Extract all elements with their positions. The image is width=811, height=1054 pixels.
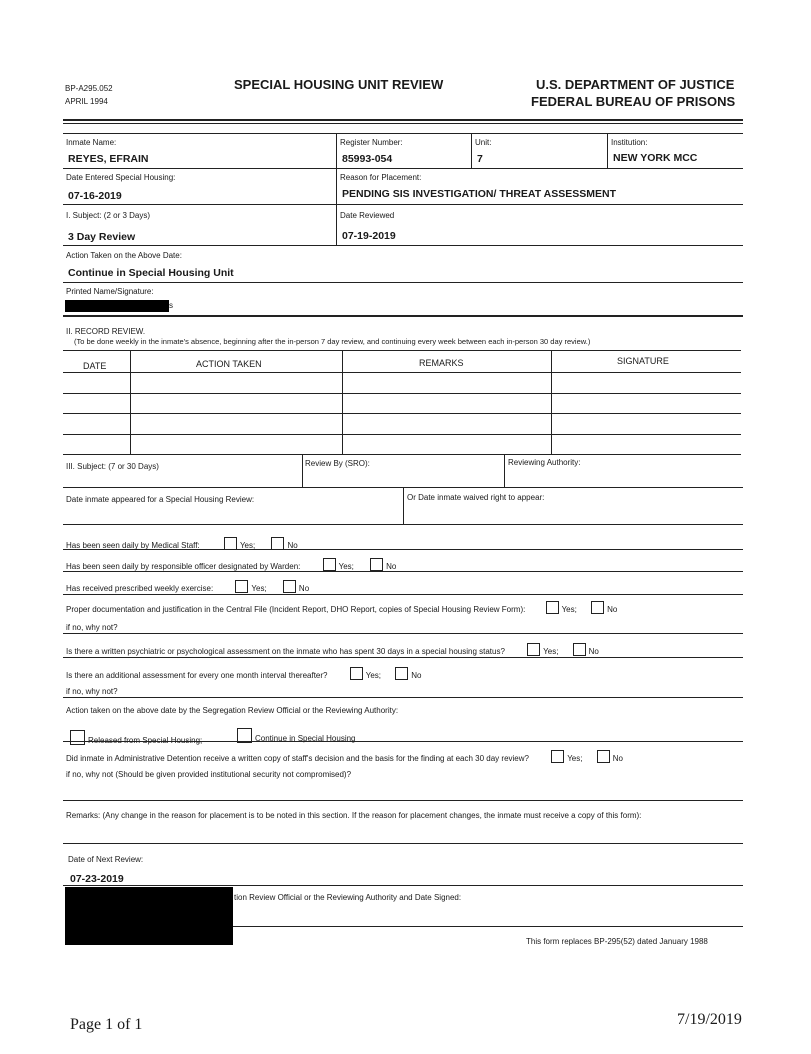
form-title: SPECIAL HOUSING UNIT REVIEW	[234, 77, 444, 92]
form-number: BP-A295.052	[65, 84, 113, 93]
divider	[233, 926, 743, 927]
record-review-instructions: (To be done weekly in the inmate's absence, beginning after the in-person 7 day review, and continuing every week between each in-person 30 day review.)	[74, 337, 591, 346]
date-reviewed-label: Date Reviewed	[340, 211, 395, 220]
remarks-label: Remarks: (Any change in the reason for placement is to be noted in this section. If the reason for placement changes, the inmate must receive a copy of this form):	[66, 811, 642, 820]
institution-label: Institution:	[611, 138, 648, 147]
divider	[63, 571, 743, 572]
divider	[471, 133, 472, 168]
institution: NEW YORK MCC	[613, 152, 698, 164]
redaction-box	[65, 887, 233, 945]
written-copy-why-label: if no, why not (Should be given provided institutional security not compromised)?	[66, 770, 352, 779]
date-entered: 07-16-2019	[68, 190, 122, 202]
subject-value: 3 Day Review	[68, 231, 136, 243]
divider	[63, 168, 743, 169]
divider	[63, 594, 743, 595]
column-header-date: DATE	[83, 361, 107, 371]
question-documentation: Proper documentation and justification in the Central File (Incident Report, DHO Report, copies of Special Housing Review Form): Yes; No	[66, 601, 617, 614]
record-review-table	[63, 350, 741, 454]
subject-label: I. Subject: (2 or 3 Days)	[66, 211, 151, 220]
continue-option[interactable]: Continue in Special Housing	[237, 728, 356, 743]
signature-tail: s	[169, 301, 173, 310]
action-taken-label: Action Taken on the Above Date:	[66, 251, 182, 260]
divider	[63, 657, 743, 658]
form-date: APRIL 1994	[65, 97, 108, 106]
divider	[63, 549, 743, 550]
section3-subject-label: III. Subject: (7 or 30 Days)	[66, 462, 159, 471]
additional-why-label: if no, why not?	[66, 687, 118, 696]
divider	[63, 133, 743, 134]
record-review-heading: II. RECORD REVIEW.	[66, 327, 146, 336]
released-option[interactable]: Released from Special Housing;	[70, 730, 202, 745]
unit-label: Unit:	[475, 138, 492, 147]
section-rule	[63, 315, 743, 317]
documentation-why-label: if no, why not?	[66, 623, 118, 632]
date-entered-label: Date Entered Special Housing:	[66, 173, 176, 182]
checkbox-no[interactable]: No	[591, 605, 617, 614]
reviewing-authority-label: Reviewing Authority:	[508, 458, 581, 467]
next-review-label: Date of Next Review:	[68, 855, 144, 864]
unit: 7	[477, 153, 483, 165]
action-above-date-label: Action taken on the above date by the Segregation Review Official or the Reviewing Authority:	[66, 706, 399, 715]
question-psych: Is there a written psychiatric or psychological assessment on the inmate who has spent 30 days in a special housing status? Yes; No	[66, 643, 599, 656]
printed-name-label: Printed Name/Signature:	[66, 287, 154, 296]
agency-line-2: FEDERAL BUREAU OF PRISONS	[531, 94, 736, 109]
checkbox-no[interactable]: No	[283, 584, 309, 593]
divider	[63, 885, 743, 886]
divider	[63, 245, 743, 246]
checkbox-yes[interactable]: Yes;	[350, 671, 381, 680]
register-label: Register Number:	[340, 138, 403, 147]
divider	[63, 800, 743, 801]
checkbox-yes[interactable]: Yes;	[224, 541, 255, 550]
checkbox-no[interactable]: No	[395, 671, 421, 680]
question-additional: Is there an additional assessment for every one month interval thereafter? Yes; No	[66, 667, 421, 680]
date-waived-label: Or Date inmate waived right to appear:	[407, 493, 545, 502]
divider	[504, 454, 505, 487]
checkbox-yes[interactable]: Yes;	[527, 647, 558, 656]
inmate-name: REYES, EFRAIN	[68, 153, 149, 165]
reason-label: Reason for Placement:	[340, 173, 422, 182]
redaction-box	[65, 300, 169, 312]
divider	[63, 697, 743, 698]
divider	[336, 133, 337, 245]
checkbox-yes[interactable]: Yes;	[546, 605, 577, 614]
header-rule-thin	[63, 123, 743, 124]
action-taken: Continue in Special Housing Unit	[68, 267, 234, 279]
question-written-copy: Did inmate in Administrative Detention receive a written copy of staff's decision and the basis for the finding at each 30 day review? Yes; No	[66, 750, 623, 763]
register-number: 85993-054	[342, 153, 393, 165]
divider	[403, 487, 404, 524]
page-date: 7/19/2019	[677, 1011, 742, 1028]
divider	[302, 454, 303, 487]
divider	[63, 741, 743, 742]
date-reviewed: 07-19-2019	[342, 230, 396, 242]
header-rule	[63, 119, 743, 121]
review-by-label: Review By (SRO):	[305, 459, 370, 468]
page-number: Page 1 of 1	[70, 1016, 143, 1033]
column-header-action: ACTION TAKEN	[196, 359, 262, 369]
divider	[607, 133, 608, 168]
next-review-date: 07-23-2019	[70, 873, 124, 885]
question-officer: Has been seen daily by responsible officer designated by Warden: Yes; No	[66, 558, 396, 571]
divider	[63, 282, 743, 283]
divider	[63, 633, 743, 634]
agency-line-1: U.S. DEPARTMENT OF JUSTICE	[536, 77, 735, 92]
checkbox-no[interactable]: No	[370, 562, 396, 571]
checkbox-no[interactable]: No	[597, 754, 623, 763]
reason-for-placement: PENDING SIS INVESTIGATION/ THREAT ASSESSMENT	[342, 188, 616, 200]
divider	[63, 524, 743, 525]
signature-date-label: tion Review Official or the Reviewing Authority and Date Signed:	[234, 893, 462, 902]
inmate-name-label: Inmate Name:	[66, 138, 117, 147]
checkbox-yes[interactable]: Yes;	[235, 584, 266, 593]
question-medical: Has been seen daily by Medical Staff: Yes; No	[66, 537, 298, 550]
checkbox-yes[interactable]: Yes;	[323, 562, 354, 571]
divider	[63, 843, 743, 844]
checkbox-no[interactable]: No	[271, 541, 297, 550]
column-header-signature: SIGNATURE	[617, 356, 669, 366]
column-header-remarks: REMARKS	[419, 358, 464, 368]
replaces-note: This form replaces BP-295(52) dated January 1988	[526, 937, 708, 946]
date-appeared-label: Date inmate appeared for a Special Housing Review:	[66, 495, 255, 504]
checkbox-no[interactable]: No	[573, 647, 599, 656]
question-exercise: Has received prescribed weekly exercise: Yes; No	[66, 580, 309, 593]
checkbox-yes[interactable]: Yes;	[551, 754, 582, 763]
divider	[63, 204, 743, 205]
